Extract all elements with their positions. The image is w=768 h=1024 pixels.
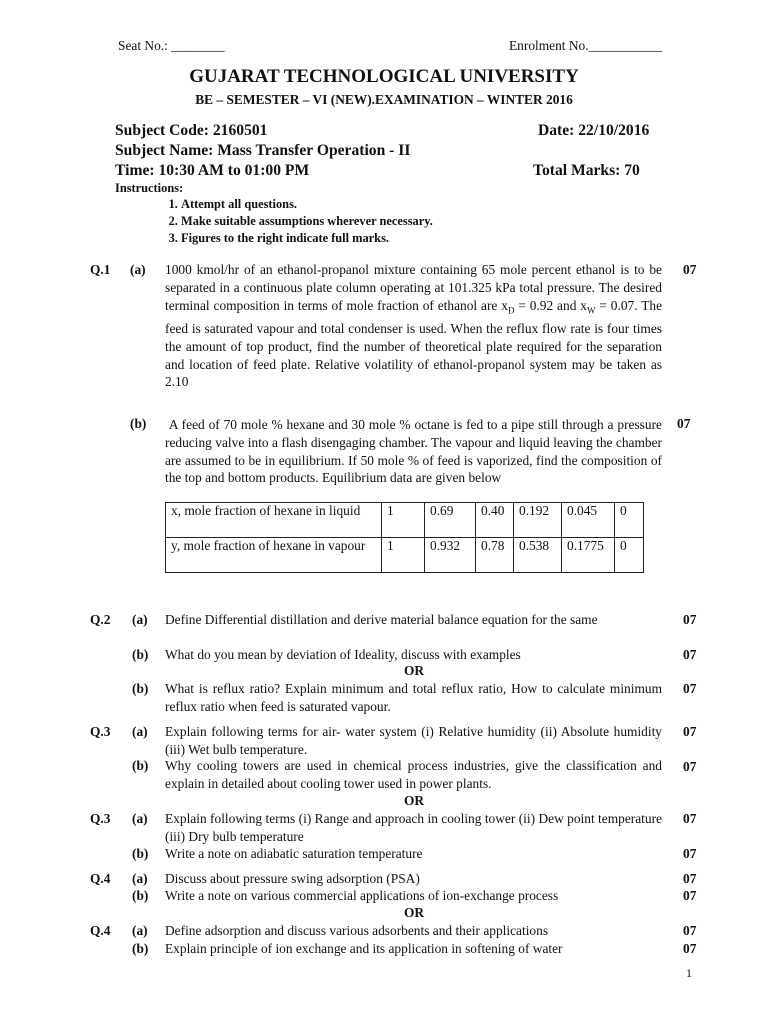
question-number: Q.1	[90, 262, 111, 277]
question-marks: 07	[683, 941, 697, 956]
question-marks: 07	[683, 262, 697, 277]
question-marks: 07	[683, 724, 697, 739]
table-cell: y, mole fraction of hexane in vapour	[166, 538, 382, 573]
table-cell: 0	[615, 538, 644, 573]
question-number: Q.2	[90, 612, 111, 627]
exam-title: BE – SEMESTER – VI (NEW).EXAMINATION – WINTER 2016	[195, 92, 573, 107]
exam-date: Date: 22/10/2016	[538, 122, 650, 139]
question-text: Why cooling towers are used in chemical process industries, give the classification and explain in detailed about cooling tower used in power plants.	[165, 758, 662, 791]
seat-no: Seat No.: ________	[118, 38, 225, 53]
question-text: Explain following terms (i) Range and approach in cooling tower (ii) Dew point temperature (iii) Dry bulb temperature	[165, 811, 662, 844]
question-part: (a)	[132, 923, 148, 938]
question-part: (b)	[132, 681, 149, 696]
question-text: Write a note on adiabatic saturation temperature	[165, 846, 423, 861]
university-title: GUJARAT TECHNOLOGICAL UNIVERSITY	[189, 66, 579, 87]
question-text: A feed of 70 mole % hexane and 30 mole % octane is fed to a pipe still through a pressure reducing valve into a flash disengaging chamber. The vapour and liquid leaving the chamber are assumed to be in equilibrium. If 50 mole % of feed is vaporized, find the composition of the top and bottom products. Equilibrium data are given below	[165, 417, 666, 486]
table-cell: 0.78	[476, 538, 514, 573]
or-separator: OR	[403, 793, 425, 808]
table-row	[166, 503, 644, 538]
equilibrium-data-table	[165, 502, 644, 573]
table-cell: x, mole fraction of hexane in liquid	[166, 503, 382, 538]
question-part: (a)	[130, 262, 146, 277]
subject-name: Subject Name: Mass Transfer Operation - II	[115, 142, 411, 159]
exam-time: Time: 10:30 AM to 01:00 PM	[115, 162, 310, 179]
question-text: Discuss about pressure swing adsorption (PSA)	[165, 871, 420, 886]
question-part: (a)	[132, 724, 148, 739]
table-cell: 0.69	[425, 503, 476, 538]
instructions-title: Instructions:	[115, 181, 184, 195]
question-number: Q.4	[90, 871, 111, 886]
instruction-item: 2. Make suitable assumptions wherever necessary.	[181, 213, 433, 230]
question-marks: 07	[683, 647, 697, 662]
question-text: What do you mean by deviation of Ideality, discuss with examples	[165, 647, 521, 662]
question-part: (b)	[132, 647, 149, 662]
question-marks: 07	[683, 681, 697, 696]
table-cell: 0.40	[476, 503, 514, 538]
question-number: Q.4	[90, 923, 111, 938]
question-part: (b)	[132, 758, 149, 773]
total-marks: Total Marks: 70	[533, 162, 640, 179]
question-text: Write a note on various commercial applications of ion-exchange process	[165, 888, 559, 903]
question-part: (b)	[130, 416, 147, 431]
question-number: Q.3	[90, 724, 111, 739]
question-text: Define adsorption and discuss various adsorbents and their applications	[165, 923, 549, 938]
question-text: Explain principle of ion exchange and its application in softening of water	[165, 941, 563, 956]
page-number: 1	[686, 966, 692, 980]
or-separator: OR	[403, 663, 425, 678]
question-marks: 07	[683, 888, 697, 903]
question-text: Define Differential distillation and derive material balance equation for the same	[165, 612, 598, 627]
table-cell: 1	[382, 503, 425, 538]
table-cell: 1	[382, 538, 425, 573]
instruction-item: 3. Figures to the right indicate full marks.	[181, 230, 433, 247]
question-text: 1000 kmol/hr of an ethanol-propanol mixture containing 65 mole percent ethanol is to be separated in a continuous plate column operating at 101.325 kPa total pressure. The desired terminal composition in terms of mole fraction of ethanol are $x_D = 0.92$ and $x_W = 0.07$. The feed is saturated vapour and total condenser is used. When the reflux flow rate is four times the amount of top product, find the number of theoretical plate required for the separation and location of feed plate. Relative volatility of ethanol-propanol system may be taken as 2.10	[165, 262, 663, 390]
subject-code: Subject Code: 2160501	[115, 122, 268, 139]
table-cell: 0.932	[425, 538, 476, 573]
question-part: (b)	[132, 846, 149, 861]
table-cell: 0.192	[514, 503, 562, 538]
question-part: (a)	[132, 811, 148, 826]
question-marks: 07	[683, 759, 697, 774]
table-row	[166, 538, 644, 573]
question-marks: 07	[683, 811, 697, 826]
enrolment-no: Enrolment No.___________	[509, 38, 663, 53]
question-marks: 07	[683, 846, 697, 861]
instructions-list	[163, 196, 433, 247]
question-marks: 07	[683, 871, 697, 886]
question-part: (b)	[132, 941, 149, 956]
table-cell: 0.1775	[562, 538, 615, 573]
question-part: (b)	[132, 888, 149, 903]
question-text: Explain following terms for air- water system (i) Relative humidity (ii) Absolute humidity (iii) Wet bulb temperature.	[165, 724, 662, 757]
question-marks: 07	[683, 923, 697, 938]
instruction-item: 1. Attempt all questions.	[181, 196, 433, 213]
table-cell: 0.538	[514, 538, 562, 573]
question-marks: 07	[683, 612, 697, 627]
table-cell: 0	[615, 503, 644, 538]
question-part: (a)	[132, 871, 148, 886]
question-part: (a)	[132, 612, 148, 627]
question-number: Q.3	[90, 811, 111, 826]
question-text: What is reflux ratio? Explain minimum and total reflux ratio, How to calculate minimum reflux ratio when feed is saturated vapour.	[165, 681, 662, 714]
question-marks: 07	[677, 416, 691, 431]
or-separator: OR	[403, 905, 425, 920]
table-cell: 0.045	[562, 503, 615, 538]
